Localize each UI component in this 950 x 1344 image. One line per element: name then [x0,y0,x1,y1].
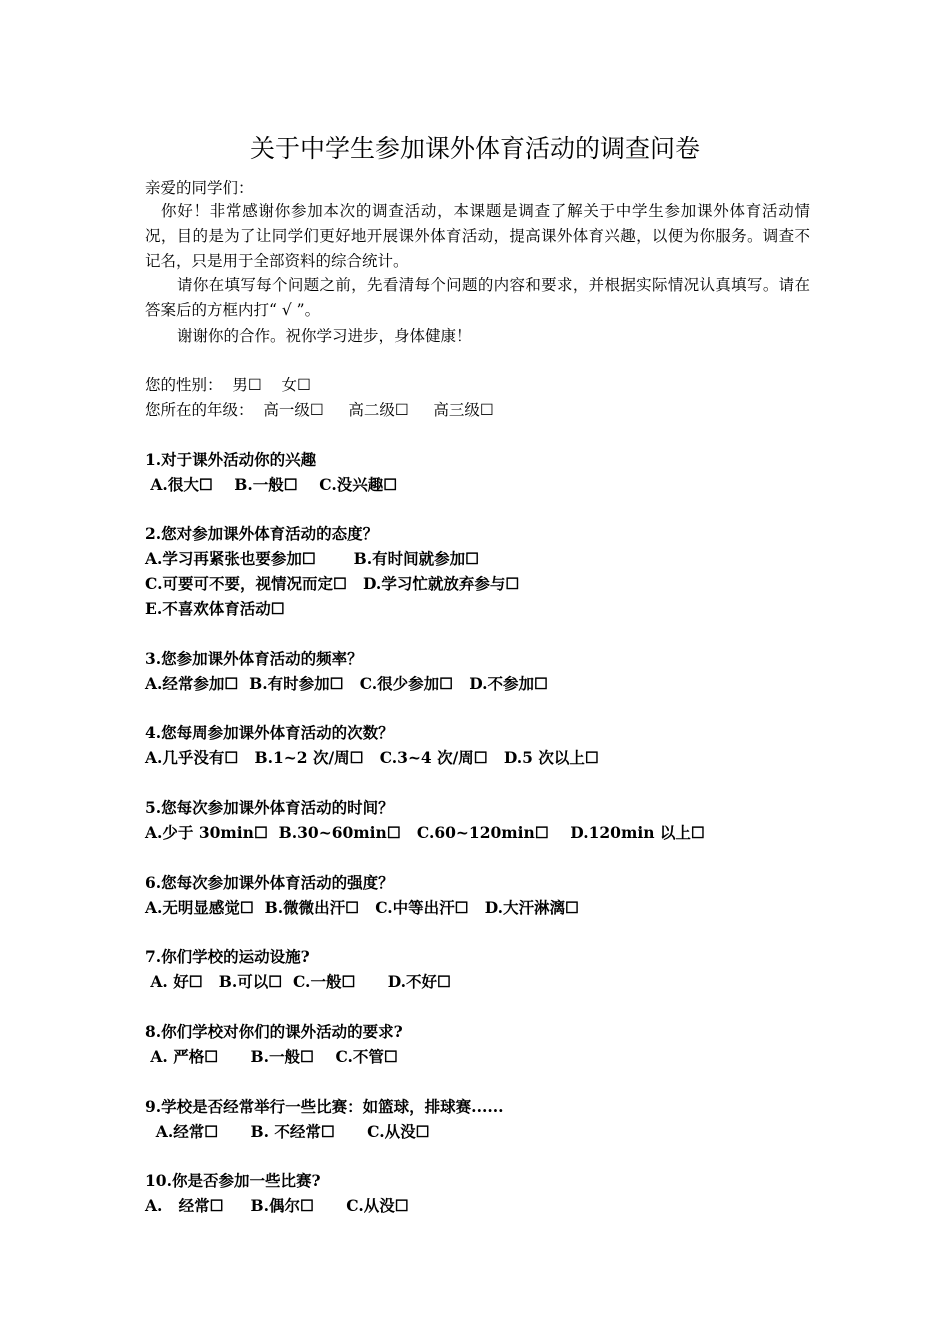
question-3-options[interactable]: A.经常参加☐ B.有时参加☐ C.很少参加☐ D.不参加☐ [145,674,548,693]
question-2-options-row-3[interactable]: E.不喜欢体育活动☐ [145,599,285,618]
question-6-options[interactable]: A.无明显感觉☐ B.微微出汗☐ C.中等出汗☐ D.大汗淋漓☐ [145,898,579,917]
grade-question[interactable]: 您所在的年级： 高一级☐ 高二级☐ 高三级☐ [145,401,494,419]
question-5: 5.您每次参加课外体育活动的时间？ [145,798,394,817]
greeting: 亲爱的同学们： [145,179,254,197]
question-4: 4.您每周参加课外体育活动的次数？ [145,723,394,742]
question-1-options[interactable]: A.很大☐ B.一般☐ C.没兴趣☐ [145,475,398,494]
question-7: 7.你们学校的运动设施? [145,947,310,966]
question-2-options-row-2[interactable]: C.可要可不要，视情况而定☐ D.学习忙就放弃参与☐ [145,574,520,593]
question-4-options[interactable]: A.几乎没有☐ B.1~2 次/周☐ C.3~4 次/周☐ D.5 次以上☐ [145,748,599,767]
question-10: 10.你是否参加一些比赛? [145,1171,321,1190]
question-1: 1.对于课外活动你的兴趣 [145,450,317,469]
question-10-options[interactable]: A. 经常☐ B.偶尔☐ C.从没☐ [145,1196,409,1215]
question-7-options[interactable]: A. 好☐ B.可以☐ C.一般☐ D.不好☐ [145,972,451,991]
thanks-line: 谢谢你的合作。祝你学习进步，身体健康！ [177,327,472,345]
question-8: 8.你们学校对你们的课外活动的要求? [145,1022,403,1041]
question-9: 9.学校是否经常举行一些比赛：如篮球，排球赛...... [145,1097,504,1116]
page-title: 关于中学生参加课外体育活动的调查问卷 [249,134,700,163]
question-6: 6.您每次参加课外体育活动的强度？ [145,873,394,892]
question-3: 3.您参加课外体育活动的频率？ [145,649,363,668]
intro-paragraph: 你好！非常感谢你参加本次的调查活动，本课题是调查了解关于中学生参加课外体育活动情况，目的是为了让同学们更好地开展课外体育活动，提高课外体育兴趣，以便为你服务。调查不记名，只是用于全部资料的综合统计。 [145,202,810,270]
question-2-options-row-1[interactable]: A.学习再紧张也要参加☐ B.有时间就参加☐ [145,549,479,568]
gender-question[interactable]: 您的性别： 男☐ 女☐ [145,376,311,394]
instruction-paragraph: 请你在填写每个问题之前，先看清每个问题的内容和要求，并根据实际情况认真填写。请在答案后的方框内打“ √ ”。 [145,276,810,319]
question-2: 2.您对参加课外体育活动的态度？ [145,524,379,543]
question-8-options[interactable]: A. 严格☐ B.一般☐ C.不管☐ [145,1047,398,1066]
question-9-options[interactable]: A.经常☐ B. 不经常☐ C.从没☐ [145,1122,430,1141]
question-5-options[interactable]: A.少于 30min☐ B.30~60min☐ C.60~120min☐ D.120min 以上☐ [145,823,705,842]
